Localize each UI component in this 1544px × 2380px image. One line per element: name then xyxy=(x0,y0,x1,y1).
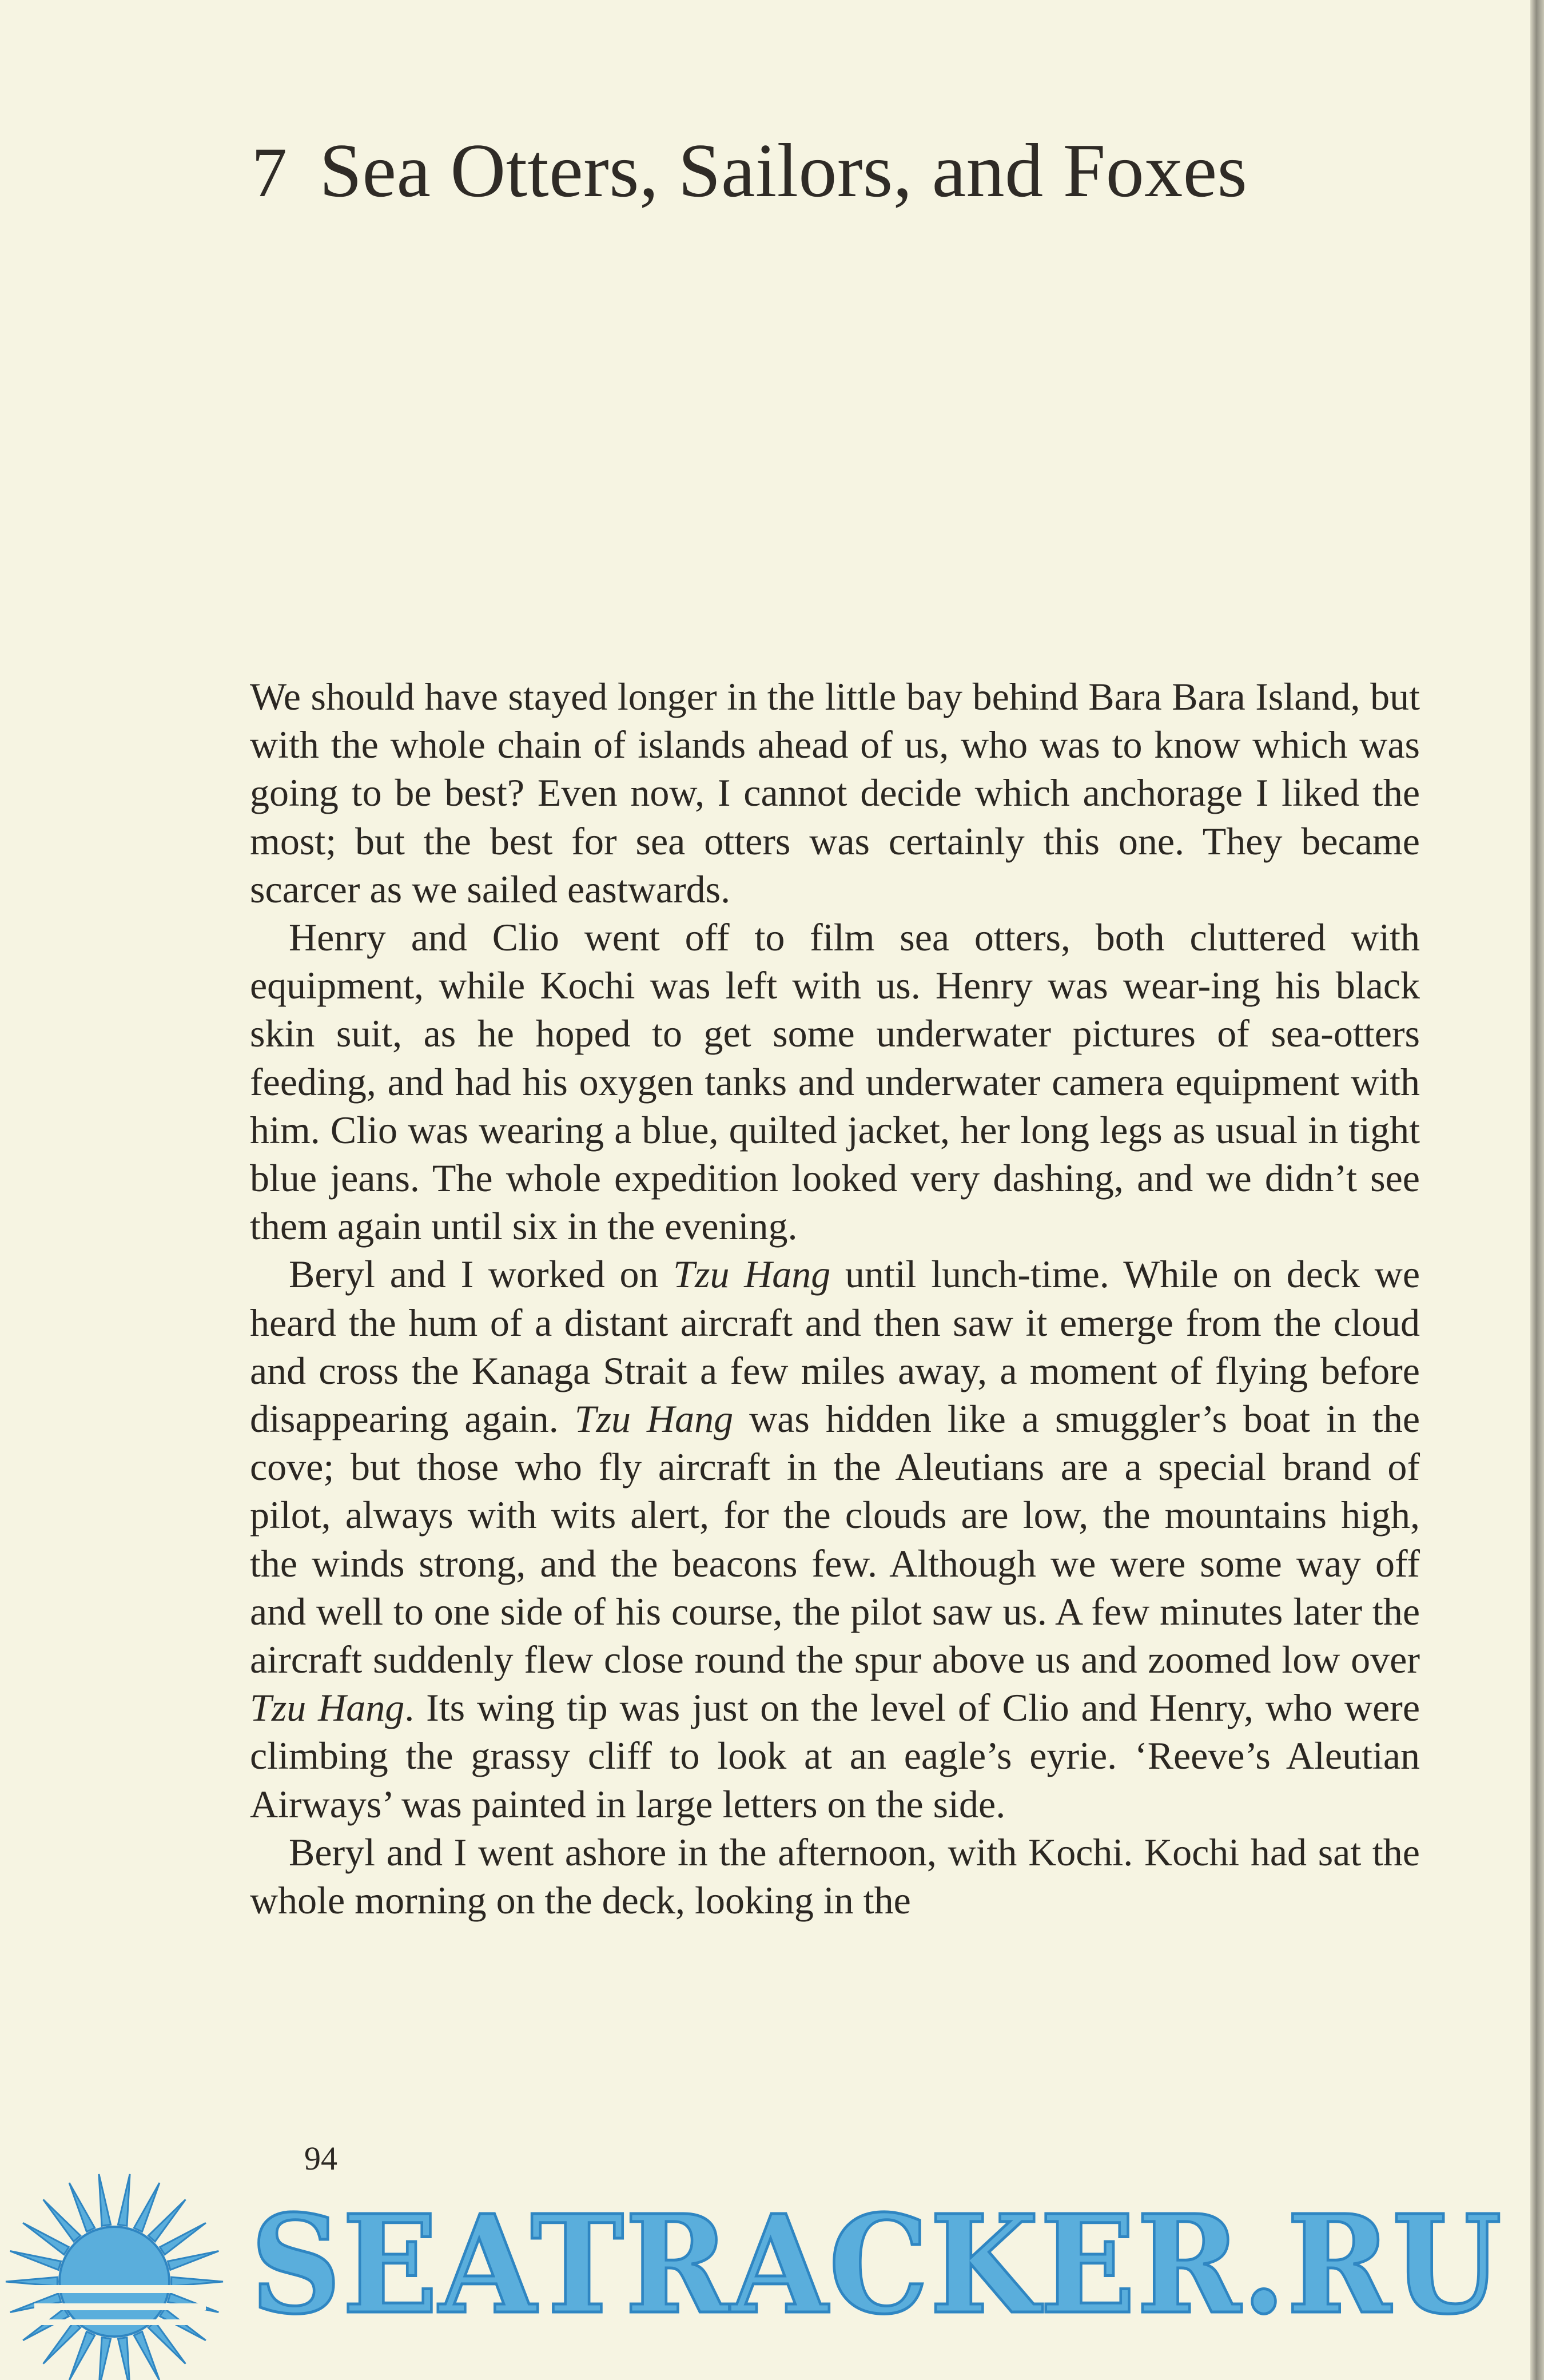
sunburst-ray xyxy=(99,2338,111,2380)
sunburst-ray xyxy=(23,2223,69,2254)
sunburst-ray xyxy=(134,2331,160,2380)
sunburst-ray xyxy=(99,2174,111,2226)
sunburst-ray xyxy=(118,2338,130,2380)
sunburst-ray xyxy=(118,2174,130,2226)
sunburst-ray xyxy=(69,2183,95,2231)
sunburst-ray xyxy=(6,2277,57,2286)
sunburst-ray xyxy=(43,2322,81,2363)
ship-name-italic: Tzu Hang xyxy=(574,1397,734,1441)
chapter-title-text: Sea Otters, Sailors, and Foxes xyxy=(319,128,1248,213)
chapter-title xyxy=(252,125,1487,218)
sunburst-ray xyxy=(148,2322,185,2363)
sunburst-ray xyxy=(10,2251,61,2270)
page-number: 94 xyxy=(304,2140,337,2177)
paragraph-3-segment: Beryl and I worked on xyxy=(289,1252,674,1296)
sunburst-ray xyxy=(69,2331,95,2380)
watermark xyxy=(0,2167,1544,2380)
paragraph-3-segment: until lunch-time. While on deck we heard the hum of a distant aircraft and then saw it emerge from the cloud and cross the Kanaga Strait a few miles away, a moment of flying before disappearing again. xyxy=(250,1252,1420,1441)
ship-name-italic: Tzu Hang xyxy=(250,1686,405,1730)
paragraph-3 xyxy=(250,1250,1420,1828)
watermark-text: SEATRACKER.RU xyxy=(250,2185,1503,2344)
sunburst-ray xyxy=(160,2223,206,2254)
ship-name-italic: Tzu Hang xyxy=(673,1252,831,1296)
sunburst-icon xyxy=(0,2167,240,2380)
page-edge xyxy=(1530,0,1544,2380)
paragraph-3-segment: . Its wing tip was just on the level of Clio and Henry, who were climbing the grassy cliff to look at an eagle’s eyrie. ‘Reeve’s Aleutian Airways’ was painted in large letters on the side. xyxy=(250,1686,1420,1826)
paragraph-3-segment: was hidden like a smuggler’s boat in the cove; but those who fly aircraft in the Aleutians are a special brand of pilot, always with wits alert, for the clouds are low, the mountains high, the winds strong, and the beacons few. Although we were some way off and well to one side of his course, the pilot saw us. A few minutes later the aircraft suddenly flew close round the spur above us and zoomed low over xyxy=(250,1397,1420,1682)
paragraph-2: Henry and Clio went off to film sea otters, both cluttered with equipment, while Kochi was left with us. Henry was wear-ing his black skin suit, as he hoped to get some underwater pictures of sea-otters feeding, and had his oxygen tanks and underwater camera equipment with him. Clio was wearing a blue, quilted jacket, her long legs as usual in tight blue jeans. The whole expedition looked very dashing, and we didn’t see them again until six in the evening. xyxy=(250,916,1420,1248)
sunburst-ray xyxy=(168,2251,218,2270)
sunburst-ray xyxy=(172,2277,223,2286)
sunburst-ray xyxy=(43,2199,81,2241)
chapter-number: 7 xyxy=(252,133,288,212)
body-text xyxy=(250,672,1420,1924)
sunburst-ray xyxy=(134,2183,160,2231)
paragraph-1: We should have stayed longer in the little bay behind Bara Bara Island, but with the whole chain of islands ahead of us, who was to know which was going to be best? Even now, I cannot decide which anchorage I liked the most; but the best for sea otters was certainly this one. They became scarcer as we sailed eastwards. xyxy=(250,675,1420,911)
paragraph-4: Beryl and I went ashore in the afternoon, with Kochi. Kochi had sat the whole morning on the deck, looking in the xyxy=(250,1830,1420,1923)
sunburst-ray xyxy=(148,2199,185,2241)
